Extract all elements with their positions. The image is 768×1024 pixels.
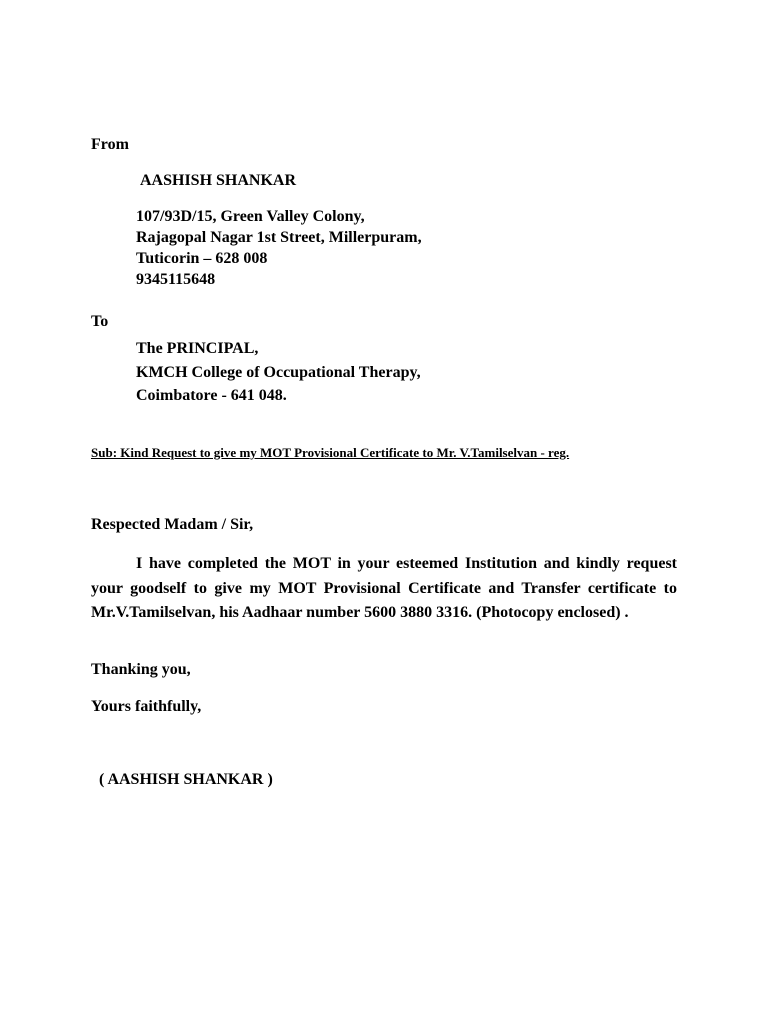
recipient-line: The PRINCIPAL,: [136, 340, 259, 357]
sender-address: [136, 206, 422, 290]
closing-line: Yours faithfully,: [91, 698, 202, 715]
salutation: Respected Madam / Sir,: [91, 516, 254, 533]
to-label: To: [91, 313, 109, 330]
subject-line: Sub: Kind Request to give my MOT Provisional Certificate to Mr. V.Tamilselvan - reg.: [91, 445, 570, 460]
sender-name: AASHISH SHANKAR: [140, 172, 297, 189]
signature: ( AASHISH SHANKAR ): [99, 771, 273, 788]
letter-body: I have completed the MOT in your esteemed Institution and kindly request your goodself to give my MOT Provisional Certificate and Transfer certificate to Mr.V.Tamilselvan, his Aadhaar number 5600 3880 3316. (Photocopy enclosed) .: [91, 555, 677, 621]
sender-address-line: 107/93D/15, Green Valley Colony,: [136, 208, 365, 225]
sender-address-line: Tuticorin – 628 008: [136, 250, 268, 267]
from-label: From: [91, 136, 129, 153]
sender-address-line: Rajagopal Nagar 1st Street, Millerpuram,: [136, 229, 422, 246]
recipient-address: [136, 337, 421, 408]
sender-phone: 9345115648: [136, 271, 216, 288]
recipient-line: Coimbatore - 641 048.: [136, 387, 287, 404]
thanks-line: Thanking you,: [91, 661, 191, 678]
recipient-line: KMCH College of Occupational Therapy,: [136, 363, 421, 381]
